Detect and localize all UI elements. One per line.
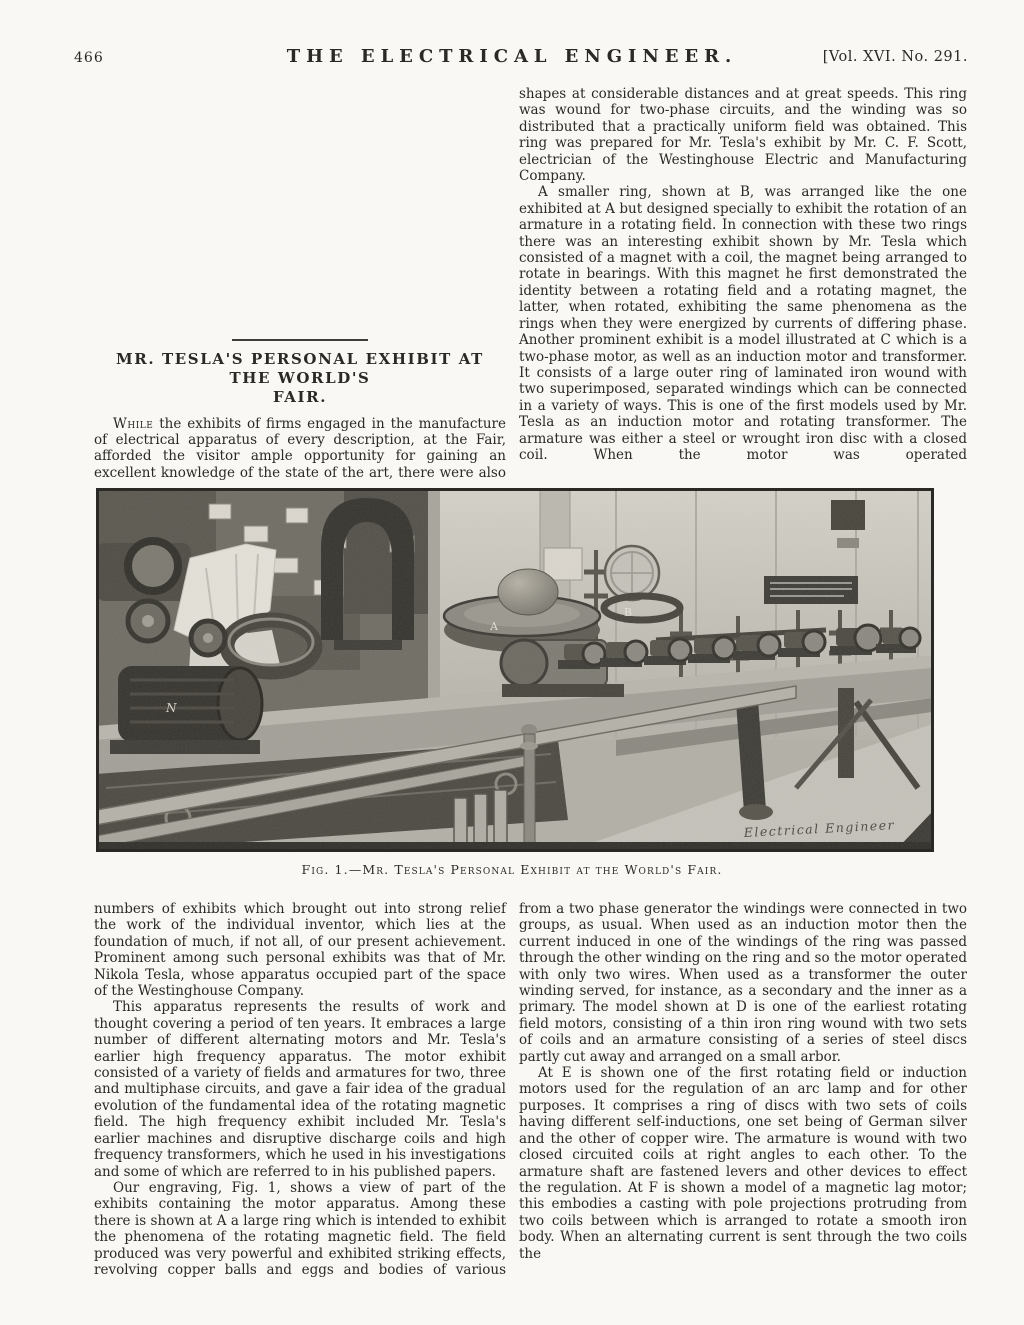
halftone-grain: [96, 488, 934, 852]
section-rule: [232, 339, 368, 341]
volume-issue: [Vol. XVI. No. 291.: [822, 49, 968, 65]
intro-paragraph: [94, 416, 506, 482]
right-column-top: [519, 86, 967, 463]
paragraph: This apparatus represents the results of work and thought covering a period of ten years. It embraces a large number of different alternating motors and Mr. Tesla's earlier high frequency apparatus. The motor exhibit consisted of a variety of fields and armatures for two, three and multiphase circuits, and gave a fair idea of the gradual evolution of the fundamental idea of the rotating magnetic field. The high frequency exhibit included Mr. Tesla's earlier machines and disruptive discharge coils and high frequency transformers, which he used in his investigations and some of which are referred to in his published papers.: [94, 999, 506, 1180]
article-title-line1: MR. TESLA'S PERSONAL EXHIBIT AT THE WORLD'S: [116, 349, 484, 387]
article-header: [94, 333, 506, 495]
paragraph: At E is shown one of the first rotating field or induction motors used for the regulation of an arc lamp and for other purposes. It comprises a ring of discs with two sets of coils having different self-inductions, one set being of German silver and the other of copper wire. The armature is wound with two closed circuited coils at right angles to each other. To the armature shaft are fastened levers and other devices to effect the regulation. At F is shown a model of a magnetic lag motor; this embodies a casting with pole projections protruding from two coils between which is arranged to rotate a smooth iron body. When an alternating current is sent through the two coils the: [519, 1065, 967, 1262]
paragraph: from a two phase generator the windings were connected in two groups, as usual. When used as an induction motor then the current induced in one of the windings of the ring was passed through the other winding on the ring and so the motor operated with only two wires. When used as a transformer the outer winding served, for instance, as a secondary and the inner as a primary. The model shown at D is one of the earliest rotating field motors, consisting of a thin iron ring wound with two sets of coils and an armature consisting of a series of steel discs partly cut away and arranged on a small arbor.: [519, 901, 967, 1065]
journal-title: THE ELECTRICAL ENGINEER.: [286, 46, 738, 67]
figure-1: [96, 488, 934, 852]
lead-word: While: [113, 415, 154, 432]
article-title-line2: FAIR.: [272, 387, 328, 406]
paragraph: numbers of exhibits which brought out into strong relief the work of the individual inventor, which lies at the foundation of much, if not all, of our present achievement. Prominent among such personal exhibits was that of Mr. Nikola Tesla, whose apparatus occupied part of the space of the Westinghouse Company.: [94, 901, 506, 1000]
paragraph: shapes at considerable distances and at great speeds. This ring was wound for two-phase circuits, and the winding was so distributed that a practically uniform field was obtained. This ring was prepared for Mr. Tesla's exhibit by Mr. C. F. Scott, electrician of the Westinghouse Electric and Manufacturing Company.: [519, 86, 967, 185]
figure-caption: Fig. 1.—Mr. Tesla's Personal Exhibit at the World's Fair.: [301, 862, 723, 877]
exhibit-photograph: [96, 488, 934, 852]
right-column-bottom: [519, 901, 967, 1262]
left-column-bottom: [94, 901, 506, 1278]
page-number: 466: [74, 50, 104, 66]
paragraph: Our engraving, Fig. 1, shows a view of part of the exhibits containing the motor apparatus. Among these there is shown at A a large ring which is intended to exhibit the phenomena of the rotating magnetic field. The field produced was very powerful and exhibited striking effects, revolving copper balls and eggs and bodies of various: [94, 1179, 506, 1278]
intro-text: the exhibits of firms engaged in the manufacture of electrical apparatus of every description, at the Fair, afforded the visitor ample opportunity for gaining an excellent knowledge of the state of the art, there were also: [94, 415, 506, 481]
paragraph: A smaller ring, shown at B, was arranged like the one exhibited at A but designed specially to exhibit the rotation of an armature in a rotating field. In connection with these two rings there was an interesting exhibit shown by Mr. Tesla which consisted of a magnet with a coil, the magnet being arranged to rotate in bearings. With this magnet he first demonstrated the identity between a rotating field and a rotating magnet, the latter, when rotated, exhibiting the same phenomena as the rings when they were energized by currents of differing phase. Another prominent exhibit is a model illustrated at C which is a two-phase motor, as well as an induction motor and transformer. It consists of a large outer ring of laminated iron wound with two superimposed, separated windings which can be connected in a variety of ways. This is one of the first models used by Mr. Tesla as an induction motor and rotating transformer. The armature was either a steel or wrought iron disc with a closed coil. When the motor was operated: [519, 184, 967, 463]
